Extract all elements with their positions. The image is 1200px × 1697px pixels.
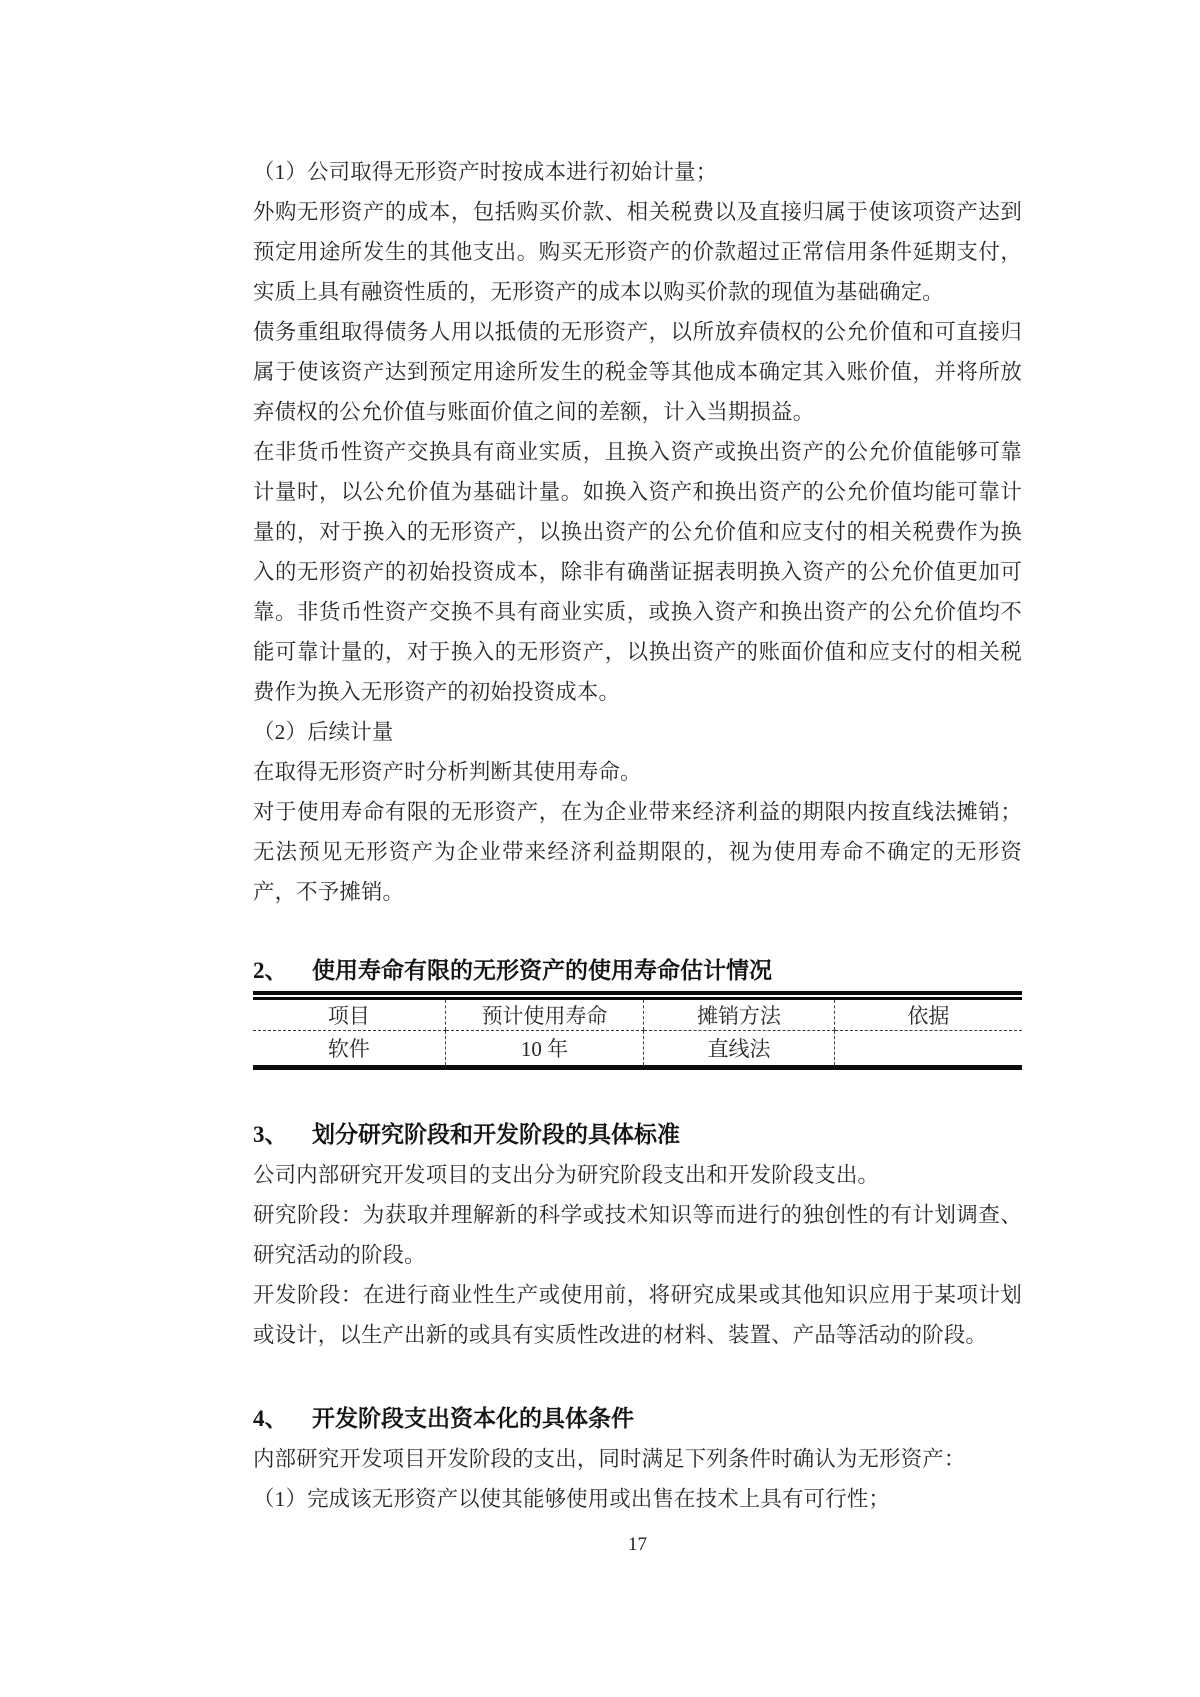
paragraph-useful-life-judgement: 在取得无形资产时分析判断其使用寿命。 [253,760,642,784]
table-header-item: 项目 [253,999,445,1031]
section-heading-rd-stages [253,1115,1022,1155]
cell-expected-life: 10 年 [445,1031,643,1068]
paragraph-subsequent-measurement: （2）后续计量 [253,720,394,744]
paragraph-development-stage: 开发阶段：在进行商业性生产或使用前，将研究成果或其他知识应用于某项计划或设计，以生产出新的或具有实质性改进的材料、装置、产品等活动的阶段。 [253,1283,1022,1347]
section-heading-capitalization [253,1399,1022,1439]
document-content [253,152,1022,1559]
paragraph-research-stage: 研究阶段：为获取并理解新的科学或技术知识等而进行的独创性的有计划调查、研究活动的阶段。 [253,1203,1022,1267]
section-title: 开发阶段支出资本化的具体条件 [312,1406,634,1431]
section-number: 3、 [253,1122,288,1147]
table-header-basis: 依据 [834,999,1022,1031]
cell-amortization-method: 直线法 [644,1031,835,1068]
paragraph-nonmonetary-exchange: 在非货币性资产交换具有商业实质，且换入资产或换出资产的公允价值能够可靠计量时，以公允价值为基础计量。如换入资产和换出资产的公允价值均能可靠计量的，对于换入的无形资产，以换出资产的公允价值和应支付的相关税费作为换入的无形资产的初始投资成本，除非有确凿证据表明换入资产的公允价值更加可靠。非货币性资产交换不具有商业实质，或换入资产和换出资产的公允价值均不能可靠计量的，对于换入的无形资产，以换出资产的账面价值和应支付的相关税费作为换入无形资产的初始投资成本。 [253,440,1022,704]
paragraph-debt-restructuring: 债务重组取得债务人用以抵债的无形资产，以所放弃债权的公允价值和可直接归属于使该资产达到预定用途所发生的税金等其他成本确定其入账价值，并将所放弃债权的公允价值与账面价值之间的差额，计入当期损益。 [253,320,1022,424]
page-number: 17 [628,1534,647,1555]
table-header-expected-life: 预计使用寿命 [445,999,643,1031]
cell-item: 软件 [327,1037,370,1061]
table-row-software [253,1031,1022,1068]
paragraph-purchased-intangibles: 外购无形资产的成本，包括购买价款、相关税费以及直接归属于使该项资产达到预定用途所发生的其他支出。购买无形资产的价款超过正常信用条件延期支付，实质上具有融资性质的，无形资产的成本以购买价款的现值为基础确定。 [253,200,1022,304]
paragraph-rd-expenditure-split: 公司内部研究开发项目的支出分为研究阶段支出和开发阶段支出。 [253,1163,880,1187]
useful-life-table [253,997,1022,1070]
section-number: 2、 [253,958,288,983]
section-heading-useful-life [253,954,1022,995]
table-header-amortization-method: 摊销方法 [644,999,835,1031]
section-title: 划分研究阶段和开发阶段的具体标准 [312,1122,680,1147]
table-header-row [253,999,1022,1031]
cell-basis [834,1031,1022,1068]
paragraph-condition-1: （1）完成该无形资产以使其能够使用或出售在技术上具有可行性； [253,1487,891,1511]
section-title: 使用寿命有限的无形资产的使用寿命估计情况 [312,958,772,983]
paragraph-capitalization-conditions-intro: 内部研究开发项目开发阶段的支出，同时满足下列条件时确认为无形资产： [253,1447,966,1471]
paragraph-initial-measurement: （1）公司取得无形资产时按成本进行初始计量； [253,160,718,184]
paragraph-amortization-policy: 对于使用寿命有限的无形资产，在为企业带来经济利益的期限内按直线法摊销；无法预见无形资产为企业带来经济利益期限的，视为使用寿命不确定的无形资产，不予摊销。 [253,800,1022,904]
section-number: 4、 [253,1406,288,1431]
